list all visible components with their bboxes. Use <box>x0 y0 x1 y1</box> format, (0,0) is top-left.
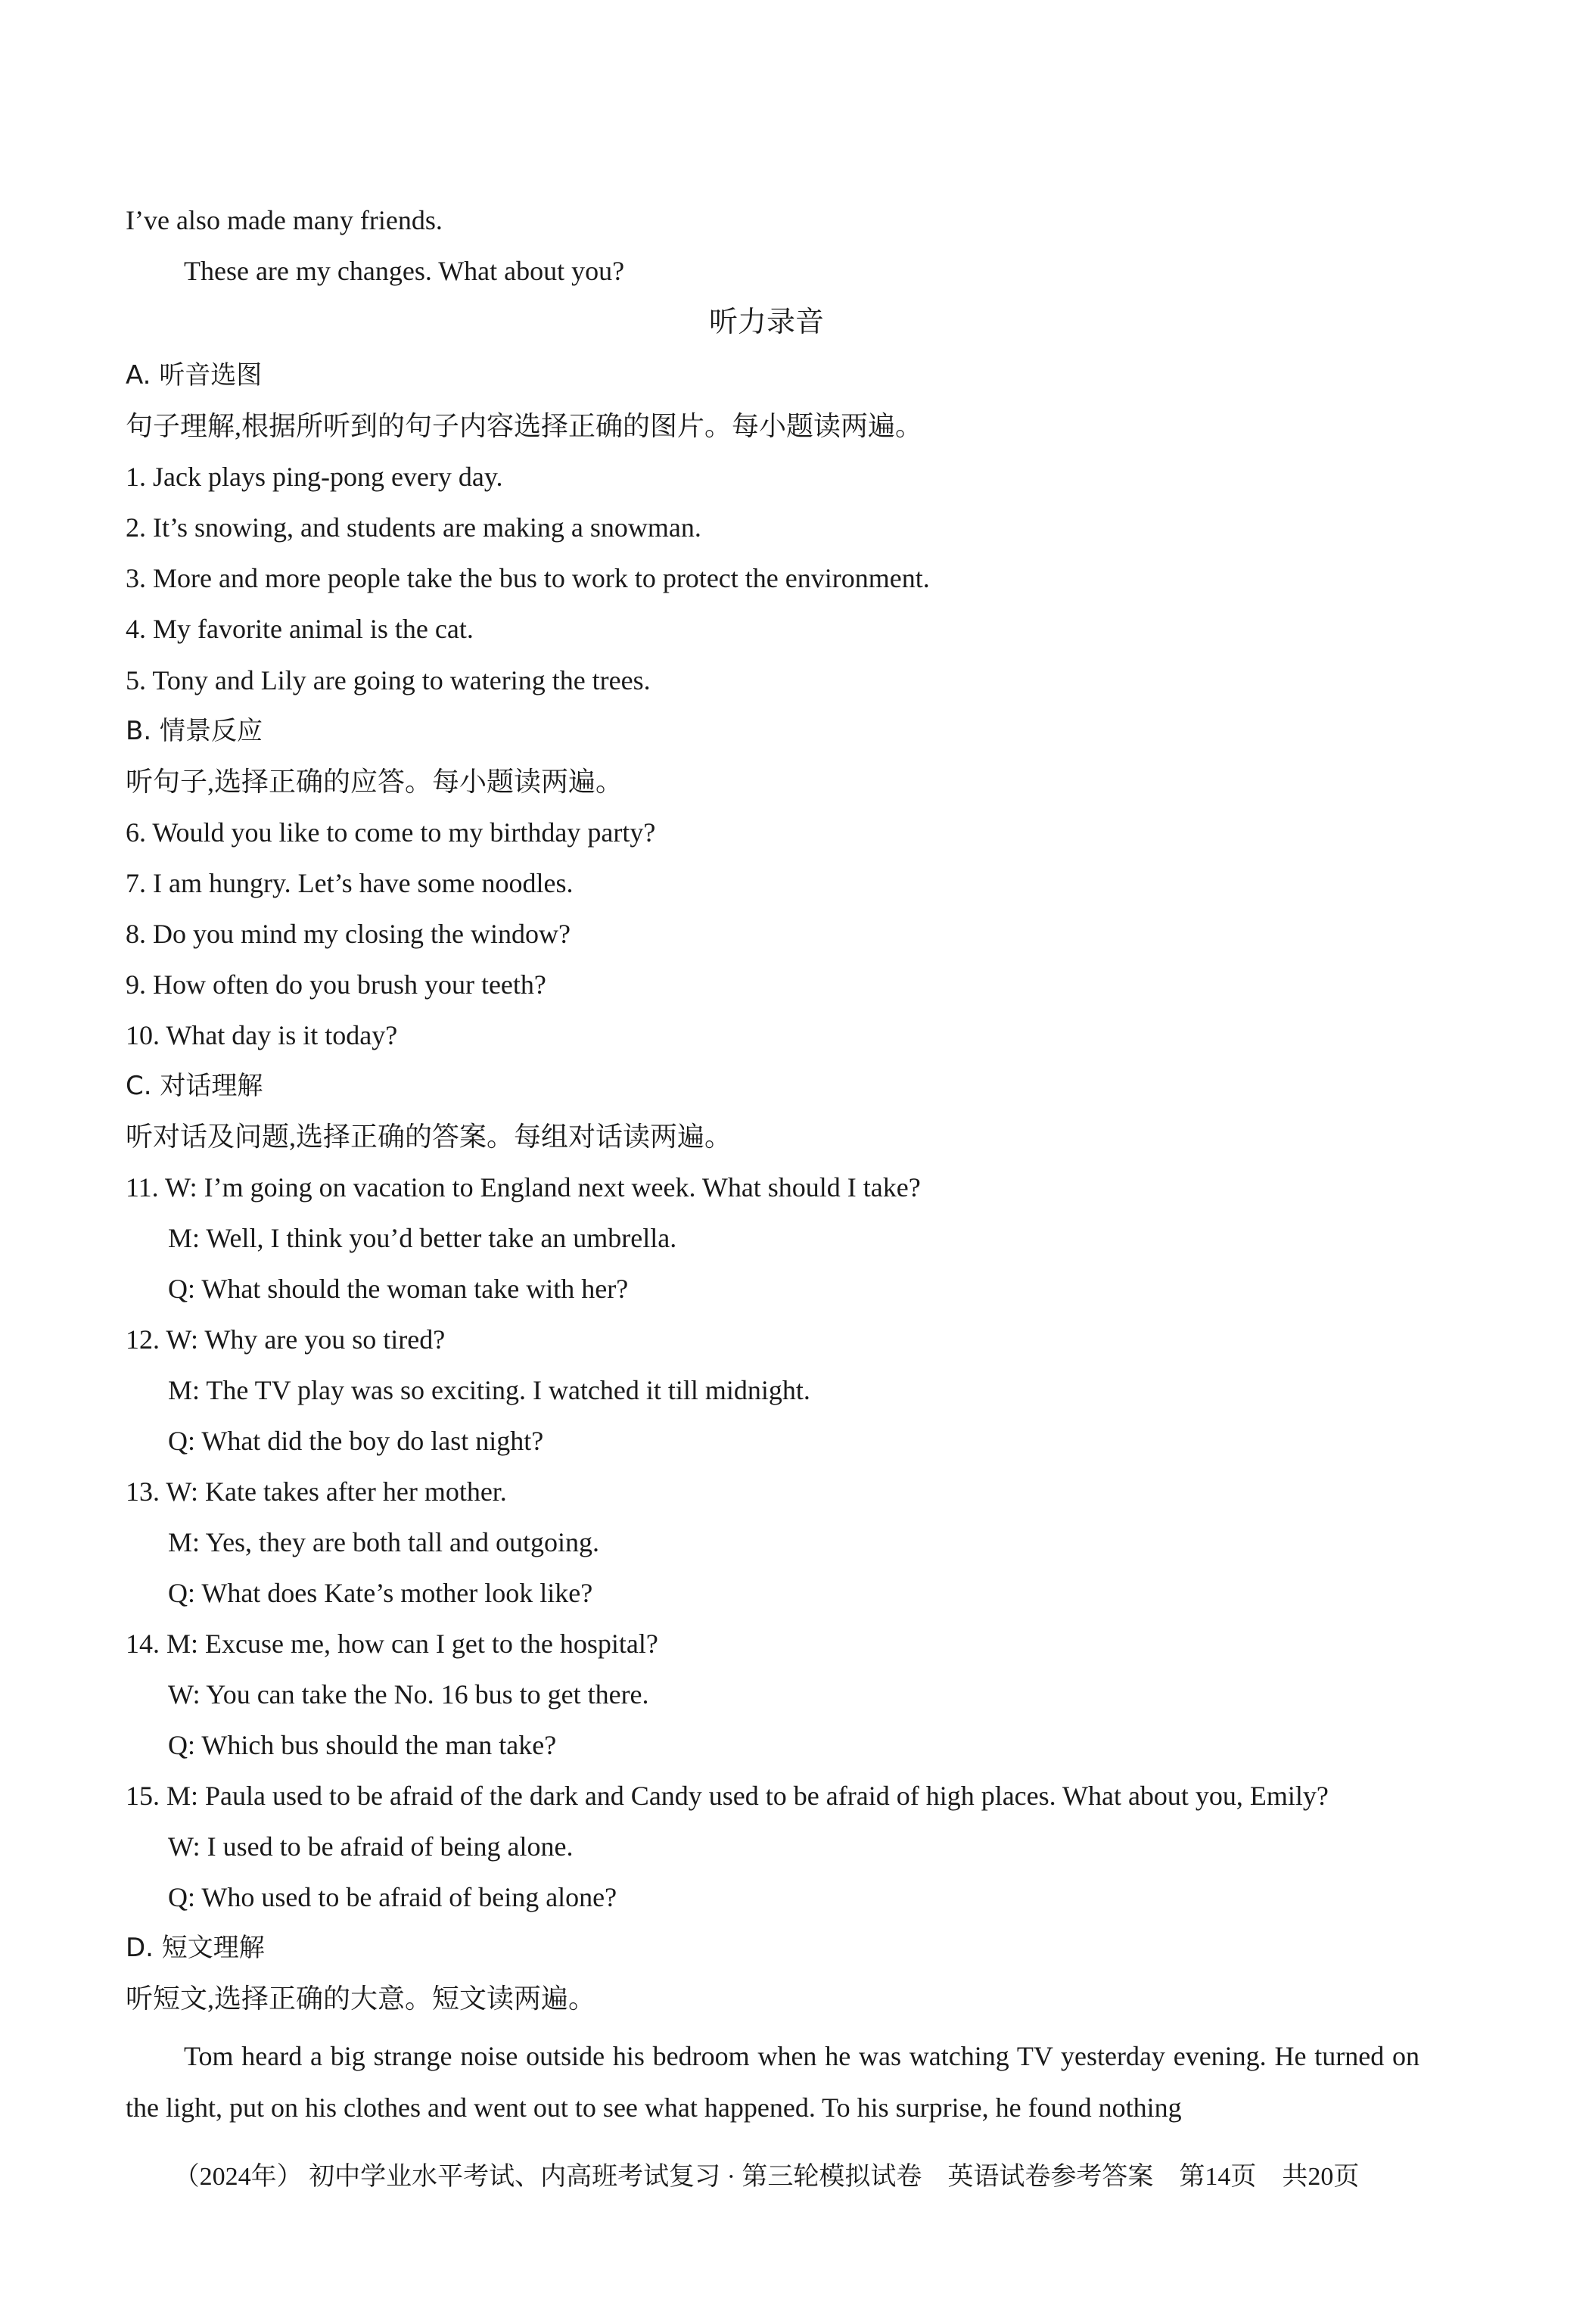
section-d-instruction: 听短文,选择正确的大意。短文读两遍。 <box>126 1983 596 2014</box>
dialogue-line: W: I used to be afraid of being alone. <box>168 1831 574 1862</box>
dialogue-line: 14. M: Excuse me, how can I get to the hospital? <box>126 1629 658 1659</box>
dialogue-line: M: Well, I think you’d better take an umbrella. <box>168 1223 677 1253</box>
question-item: 1. Jack plays ping-pong every day. <box>126 462 503 492</box>
question-item: 6. Would you like to come to my birthday party? <box>126 817 656 848</box>
page-title: 听力录音 <box>708 305 824 338</box>
dialogue-question: Q: What did the boy do last night? <box>168 1426 544 1456</box>
question-item: 4. My favorite animal is the cat. <box>126 614 474 644</box>
question-item: 3. More and more people take the bus to work to protect the environment. <box>126 563 930 593</box>
section-b-heading: B. 情景反应 <box>126 716 263 746</box>
dialogue-question: Q: Which bus should the man take? <box>168 1730 557 1760</box>
question-item: 8. Do you mind my closing the window? <box>126 919 571 949</box>
dialogue-question: Q: What should the woman take with her? <box>168 1274 629 1304</box>
carryover-line: I’ve also made many friends. <box>126 205 443 235</box>
question-item: 5. Tony and Lily are going to watering the trees. <box>126 665 651 695</box>
carryover-closing-line: These are my changes. What about you? <box>184 256 625 286</box>
dialogue-line: M: The TV play was so exciting. I watched it till midnight. <box>168 1375 810 1405</box>
section-d-heading: D. 短文理解 <box>126 1933 265 1963</box>
section-c-heading: C. 对话理解 <box>126 1071 263 1101</box>
question-item: 2. It’s snowing, and students are making a snowman. <box>126 512 701 543</box>
section-c-instruction: 听对话及问题,选择正确的答案。每组对话读两遍。 <box>126 1122 732 1152</box>
section-a-heading: A. 听音选图 <box>126 360 263 390</box>
section-a-instruction: 句子理解,根据所听到的句子内容选择正确的图片。每小题读两遍。 <box>126 411 923 441</box>
section-b-instruction: 听句子,选择正确的应答。每小题读两遍。 <box>126 767 623 797</box>
dialogue-line: 12. W: Why are you so tired? <box>126 1324 446 1355</box>
dialogue-line: 11. W: I’m going on vacation to England next week. What should I take? <box>126 1172 921 1202</box>
dialogue-line: 13. W: Kate takes after her mother. <box>126 1476 507 1507</box>
page-footer: （2024年） 初中学业水平考试、内高班考试复习 · 第三轮模拟试卷 英语试卷参考答案 第14页 共20页 <box>173 2163 1360 2191</box>
dialogue-line: W: You can take the No. 16 bus to get there. <box>168 1679 649 1710</box>
question-item: 10. What day is it today? <box>126 1020 398 1050</box>
question-item: 9. How often do you brush your teeth? <box>126 969 546 1000</box>
dialogue-question: Q: What does Kate’s mother look like? <box>168 1578 593 1608</box>
dialogue-line: M: Yes, they are both tall and outgoing. <box>168 1527 599 1557</box>
dialogue-question: Q: Who used to be afraid of being alone? <box>168 1882 617 1912</box>
question-item: 7. I am hungry. Let’s have some noodles. <box>126 868 574 898</box>
listening-passage: Tom heard a big strange noise outside his bedroom when he was watching TV yesterday evening. He turned on the light, put on his clothes and went out to see what happened. To his surprise, he found nothing <box>126 2041 1419 2123</box>
dialogue-line: 15. M: Paula used to be afraid of the dark and Candy used to be afraid of high places. What about you, Emily? <box>126 1781 1329 1811</box>
